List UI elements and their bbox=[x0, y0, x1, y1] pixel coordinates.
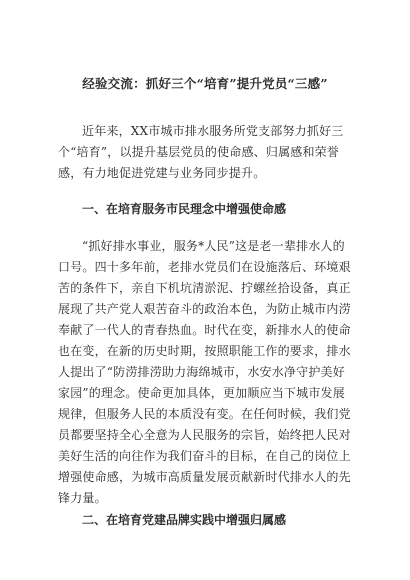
intro-paragraph: 近年来，XX市城市排水服务所党支部努力抓好三个“培育”，以提升基层党员的使命感、归属感和荣誉感，有力地促进党建与业务同步提升。 bbox=[58, 124, 344, 180]
section-2-heading: 二、在培育党建品牌实践中增强归属感 bbox=[82, 513, 287, 527]
document-title: 经验交流：抓好三个“培育”提升党员“三感” bbox=[82, 76, 328, 91]
section-1-heading: 一、在培育服务市民理念中增强使命感 bbox=[82, 202, 287, 216]
section-1-paragraph: “抓好排水事业，服务*人民”这是老一辈排水人的口号。四十多年前，老排水党员们在设施落后、环境艰苦的条件下，亲自下机坑清淤泥、拧螺丝拾设备，真正展现了共产党人艰苦奋斗的政治本色，为防止城市内涝奉献了一代人的青春热血。时代在变，新排水人的使命也在变，在新的历史时期，按照职能工作的要求，排水人提出了“防涝排涝助力海绵城市，水安水净守护美好家园”的理念。使命更加具体，更加顺应当下城市发展规律，但服务人民的本质没有变。在任何时候，我们党员都要坚持全心全意为人民服务的宗旨，始终把人民对美好生活的向往作为我们奋斗的目标，在自己的岗位上增强使命感，为城市高质量发展贡献新时代排水人的先锋力量。 bbox=[58, 239, 351, 505]
